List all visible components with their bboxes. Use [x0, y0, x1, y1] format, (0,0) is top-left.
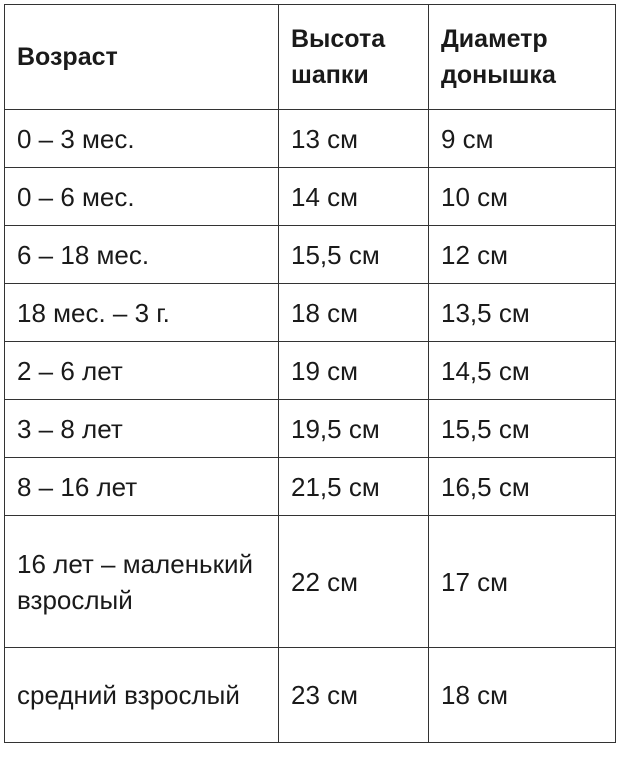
cell-diameter: 15,5 см [429, 400, 616, 458]
cell-diameter: 18 см [429, 648, 616, 743]
hat-size-table [4, 4, 616, 743]
cell-height: 21,5 см [279, 458, 429, 516]
cell-diameter: 12 см [429, 226, 616, 284]
header-height: Высота шапки [279, 5, 429, 110]
table-row [5, 400, 616, 458]
cell-age: 3 – 8 лет [5, 400, 279, 458]
cell-age: 6 – 18 мес. [5, 226, 279, 284]
cell-height: 18 см [279, 284, 429, 342]
cell-height: 15,5 см [279, 226, 429, 284]
cell-age: 0 – 6 мес. [5, 168, 279, 226]
header-diameter: Диаметр донышка [429, 5, 616, 110]
cell-height: 22 см [279, 516, 429, 648]
header-age: Возраст [5, 5, 279, 110]
table-row [5, 168, 616, 226]
cell-height: 19 см [279, 342, 429, 400]
table-row [5, 516, 616, 648]
header-row [5, 5, 616, 110]
cell-height: 14 см [279, 168, 429, 226]
cell-age: 2 – 6 лет [5, 342, 279, 400]
cell-age: 18 мес. – 3 г. [5, 284, 279, 342]
table-row [5, 284, 616, 342]
cell-diameter: 10 см [429, 168, 616, 226]
cell-diameter: 17 см [429, 516, 616, 648]
cell-height: 19,5 см [279, 400, 429, 458]
cell-age: 0 – 3 мес. [5, 110, 279, 168]
table-row [5, 648, 616, 743]
cell-diameter: 9 см [429, 110, 616, 168]
cell-height: 23 см [279, 648, 429, 743]
table-row [5, 226, 616, 284]
cell-age: 16 лет – маленький взрослый [5, 516, 279, 648]
table-row [5, 458, 616, 516]
table-row [5, 110, 616, 168]
cell-diameter: 14,5 см [429, 342, 616, 400]
cell-age: 8 – 16 лет [5, 458, 279, 516]
cell-height: 13 см [279, 110, 429, 168]
table-row [5, 342, 616, 400]
cell-age: средний взрослый [5, 648, 279, 743]
cell-diameter: 16,5 см [429, 458, 616, 516]
cell-diameter: 13,5 см [429, 284, 616, 342]
